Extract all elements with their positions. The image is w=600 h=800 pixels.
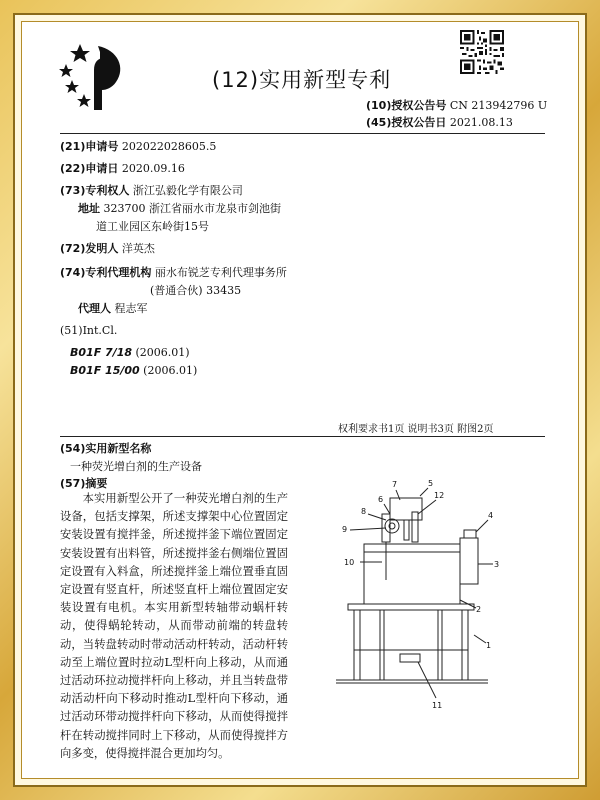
- abstract-text: 本实用新型公开了一种荧光增白剂的生产设备，包括支撑架，所述支撑架中心位置固定安装设置有搅拌釜，所述搅拌釜下端位置固定安装设置有出料管，所述搅拌釜右侧端位置固定设置有入料盒，所述搅拌釜上端位置垂直固定设置有竖直杆，所述竖直杆上端位置固定安装设置有电机。本实用新型转轴带动蜗杆转动，使得蜗轮转动，从而带动前端的转盘转动，当转盘转动时带动活动杆转动，活动杆转动至上端位置时拉动L型杆向上移动，从而通过活动环拉动搅拌杆向上移动，并且当转盘带动活动杆向下移动时推动L型杆向下移动，通过活动环带动搅拌杆向下移动，从而使得搅拌杆在转动搅拌同时上下移动，从而使得搅拌方向多变，使得搅拌混合更加均匀。: [60, 492, 288, 760]
- drawing-label-9: 9: [342, 525, 348, 534]
- drawing-label-12: 12: [434, 491, 445, 500]
- agent-value: 程志军: [114, 302, 148, 315]
- drawing-label-10: 10: [344, 558, 355, 567]
- qr-code-icon: [460, 30, 504, 74]
- ipc-label: (51)Int.Cl.: [60, 324, 118, 337]
- filing-date-row: [60, 160, 185, 176]
- address-line-1: 323700 浙江省丽水市龙泉市剑池街: [103, 202, 281, 215]
- cnipa-logo-icon: [58, 40, 128, 112]
- publication-date-value: 2021.08.13: [449, 116, 513, 129]
- divider-top: [60, 133, 545, 134]
- address-label: 地址: [78, 202, 100, 215]
- agency-line-2: (普通合伙) 33435: [150, 284, 242, 297]
- agency-row: [60, 264, 287, 280]
- inventor-row: [60, 240, 155, 256]
- ipc-row-2: [70, 364, 197, 377]
- address-line-2: 道工业园区东岭街15号: [96, 220, 209, 233]
- utility-title-value: 一种荧光增白剂的生产设备: [70, 460, 202, 473]
- drawing-label-2: 2: [476, 605, 482, 614]
- agency-line-1: 丽水布锐芝专利代理事务所: [154, 266, 287, 279]
- application-number-row: [60, 138, 216, 154]
- drawing-label-3: 3: [494, 560, 500, 569]
- filing-date-label: (22)申请日: [60, 162, 119, 175]
- drawing-label-1: 1: [486, 641, 492, 650]
- publication-date-label: (45)授权公告日: [366, 116, 447, 129]
- patentee-label: (73)专利权人: [60, 184, 130, 197]
- ipc-version-1: (2006.01): [135, 346, 190, 359]
- utility-title-label: [60, 440, 151, 456]
- drawing-label-7: 7: [392, 480, 398, 489]
- agency-label: (74)专利代理机构: [60, 266, 152, 279]
- utility-title-label-text: (54)实用新型名称: [60, 442, 152, 455]
- ipc-code-1: B01F 7/18: [70, 346, 133, 359]
- publication-number-label: (10)授权公告号: [366, 99, 447, 112]
- agent-label: 代理人: [78, 302, 111, 315]
- patentee-row: [60, 182, 243, 198]
- filing-date-value: 2020.09.16: [121, 162, 185, 175]
- publication-number-row: [366, 97, 547, 114]
- ipc-version-2: (2006.01): [143, 364, 198, 377]
- ipc-row-1: [70, 346, 190, 359]
- inventor-label: (72)发明人: [60, 242, 119, 255]
- drawing-label-6: 6: [378, 495, 384, 504]
- abstract-label-text: (57)摘要: [60, 477, 108, 490]
- drawing-label-5: 5: [428, 479, 434, 488]
- application-number-label: (21)申请号: [60, 140, 119, 153]
- inventor-value: 洋英杰: [121, 242, 155, 255]
- device-drawing: [328, 470, 540, 720]
- application-number-value: 202022028605.5: [121, 140, 217, 153]
- page-count-info: 权利要求书1页 说明书3页 附图2页: [338, 424, 494, 435]
- publication-number-value: CN 213942796 U: [449, 99, 548, 112]
- abstract-label: [60, 475, 107, 491]
- ipc-code-2: B01F 15/00: [70, 364, 140, 377]
- drawing-label-4: 4: [488, 511, 494, 520]
- agent-row: [78, 300, 148, 316]
- patentee-value: 浙江弘毅化学有限公司: [132, 184, 243, 197]
- drawing-label-11: 11: [432, 701, 443, 710]
- drawing-label-8: 8: [361, 507, 367, 516]
- divider-bottom: [60, 436, 545, 437]
- document-type-title: (12)实用新型专利: [212, 68, 392, 92]
- publication-block: [366, 97, 547, 131]
- address-row: [78, 200, 281, 216]
- publication-date-row: [366, 114, 547, 131]
